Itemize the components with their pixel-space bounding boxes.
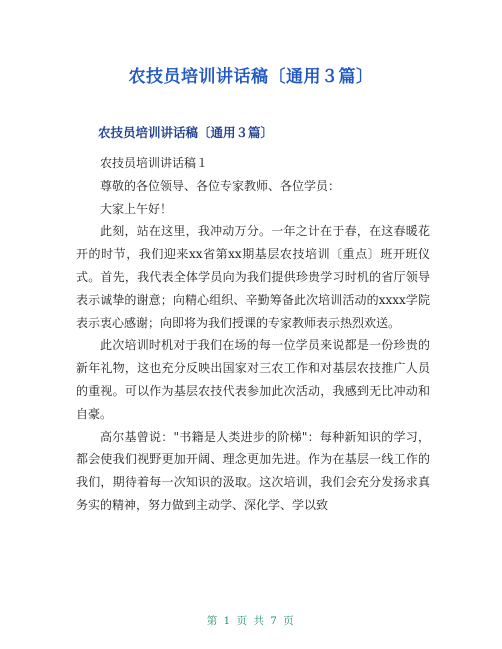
paragraph-gift: 此次培训时机对于我们在场的每一位学员来说都是一份珍贵的新年礼物，这也充分反映出国家对三农工作和对基层农技推广人员的重视。可以作为基层农技代表参加此次活动，我感到无比冲动和自豪。 xyxy=(76,338,430,421)
paragraph-opening: 此刻，站在这里，我冲动万分。一年之计在于春，在这春暖花开的时节，我们迎来xx省第xx期基层农技培训〔重点〕班开班仪式。首先，我代表全体学员向为我们提供珍贵学习时机的省厅领导表示诚挚的谢意；向精心组织、辛勤筹备此次培训活动的xxxx学院表示衷心感谢；向即将为我们授课的专家教师表示热烈欢送。 xyxy=(76,224,430,330)
document-body xyxy=(76,152,430,517)
paragraph-quote: 高尔基曾说："书籍是人类进步的阶梯"：每种新知识的学习，都会使我们视野更加开阔、理念更加先进。作为在基层一线工作的我们，期待着每一次知识的汲取。这次培训，我们会充分发扬求真务实的精神，努力做到主动学、深化学、学以致 xyxy=(76,429,430,512)
document-title: 农技员培训讲话稿〔通用３篇〕 xyxy=(128,67,374,87)
page-footer: 第 1 页 共 7 页 xyxy=(206,615,296,627)
paragraph-salutation: 尊敬的各位领导、各位专家教师、各位学员： xyxy=(100,178,341,193)
paragraph-greeting: 大家上午好！ xyxy=(100,201,173,216)
section-heading: 农技员培训讲话稿〔通用３篇〕 xyxy=(98,125,274,140)
paragraph-subtitle: 农技员培训讲话稿１ xyxy=(100,156,209,170)
